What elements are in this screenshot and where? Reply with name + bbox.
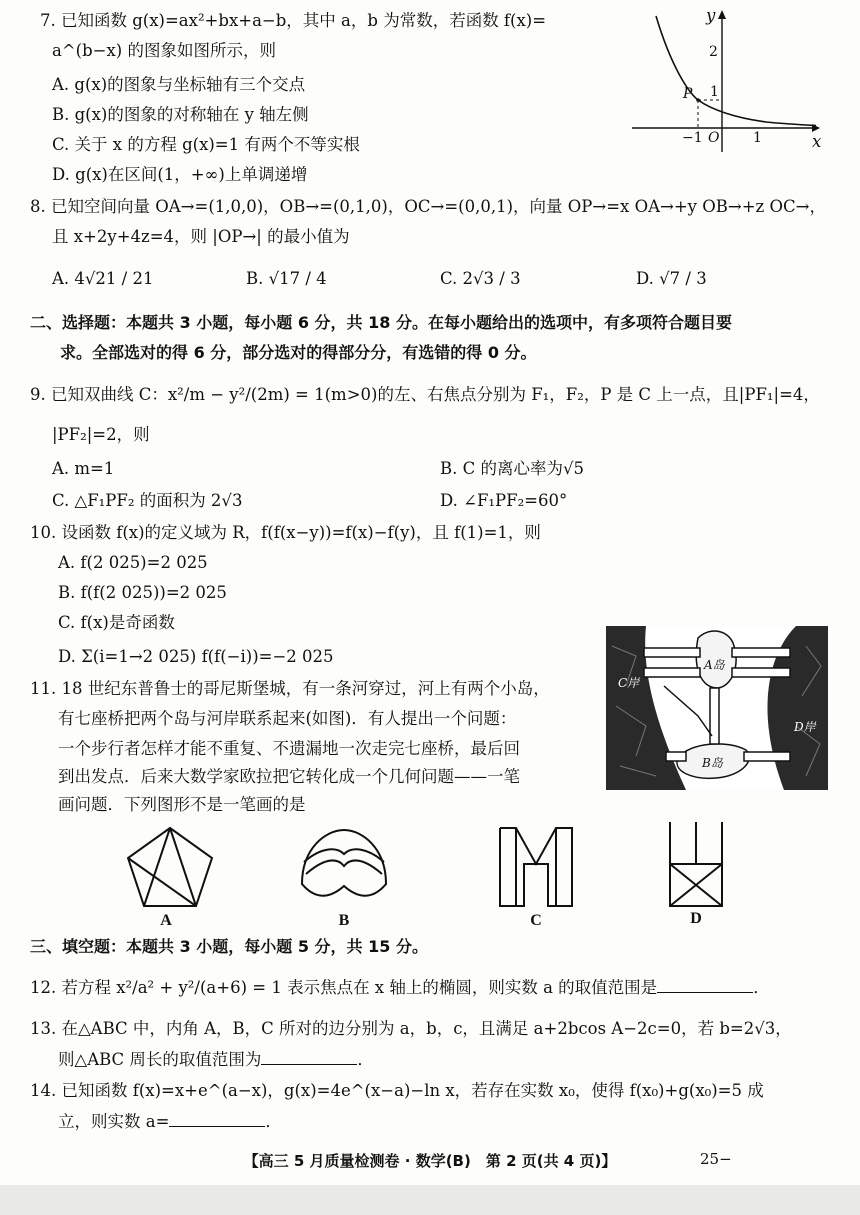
scan-bottom-margin xyxy=(0,1185,860,1215)
figure-a-pentagon xyxy=(120,824,220,910)
map-label-b: B岛 xyxy=(702,756,723,770)
map-label-a: A岛 xyxy=(704,658,725,672)
section2-heading-line2: 求。全部选对的得 6 分，部分选对的得部分分，有选错的得 0 分。 xyxy=(60,343,537,362)
q7-option-d: D. g(x)在区间(1，+∞)上单调递增 xyxy=(52,165,308,184)
graph-tick-y2: 2 xyxy=(709,44,718,60)
figure-d-label: D xyxy=(690,910,702,927)
q8-option-d: D. √7 / 3 xyxy=(636,269,707,288)
y-axis-arrow xyxy=(718,10,726,19)
graph-tick-xneg1: −1 xyxy=(682,130,703,146)
q12-end: ． xyxy=(753,978,770,997)
q7-stem-line2: a^(b−x) 的图象如图所示，则 xyxy=(52,41,276,60)
q10-option-a: A. f(2 025)=2 025 xyxy=(58,553,208,572)
graph-tick-y1: 1 xyxy=(710,84,719,100)
figure-b-arches xyxy=(296,824,392,910)
q12-answer-blank[interactable] xyxy=(657,976,753,993)
page-footer: 【高三 5 月质量检测卷 · 数学(B) 第 2 页(共 4 页)】 xyxy=(243,1152,617,1170)
q11-stem-line2: 有七座桥把两个岛与河岸联系起来(如图)．有人提出一个问题： xyxy=(58,709,517,728)
figure-d-cup xyxy=(664,818,728,910)
graph-x-label: x xyxy=(812,132,822,151)
q14-text: 立，则实数 a= xyxy=(58,1112,170,1131)
q10-option-b: B. f(f(2 025))=2 025 xyxy=(58,583,227,602)
page-code: 25− xyxy=(700,1150,732,1168)
q13-stem-line1: 13. 在△ABC 中，内角 A，B，C 所对的边分别为 a，b，c，且满足 a+2bcos A−2c=0，若 b=2√3， xyxy=(30,1019,792,1038)
q9-option-a: A. m=1 xyxy=(52,459,115,478)
q8-stem-line1: 8. 已知空间向量 OA→=(1,0,0)，OB→=(0,1,0)，OC→=(0,0,1)，向量 OP→=x OA→+y OB→+z OC→， xyxy=(30,197,826,216)
q14-stem-line2 xyxy=(58,1110,282,1133)
figure-b-label: B xyxy=(338,912,350,929)
q11-stem-line1: 11. 18 世纪东普鲁士的哥尼斯堡城，有一条河穿过，河上有两个小岛， xyxy=(30,679,550,698)
bridge-7 xyxy=(744,752,790,761)
q8-option-b: B. √17 / 4 xyxy=(246,269,327,288)
q7-stem-line1: 7. 已知函数 g(x)=ax²+bx+a−b，其中 a，b 为常数，若函数 f(x)= xyxy=(40,11,547,30)
q13-answer-blank[interactable] xyxy=(261,1048,357,1065)
konigsberg-bridges-figure xyxy=(606,626,828,790)
graph-point-p-label: P xyxy=(683,86,693,102)
map-label-d: D岸 xyxy=(794,720,816,734)
exponential-curve xyxy=(656,16,816,126)
q9-stem-line1: 9. 已知双曲线 C：x²/m − y²/(2m) = 1(m>0)的左、右焦点分别为 F₁，F₂，P 是 C 上一点，且|PF₁|=4， xyxy=(30,385,820,404)
q11-stem-line4: 到出发点．后来大数学家欧拉把它转化成一个几何问题——一笔 xyxy=(58,767,520,786)
graph-tick-x1: 1 xyxy=(753,130,762,146)
bridge-3 xyxy=(732,648,790,657)
bridge-1 xyxy=(644,648,700,657)
q13-stem-line2 xyxy=(58,1048,374,1071)
section2-heading-line1: 二、选择题：本题共 3 小题，每小题 6 分，共 18 分。在每小题给出的选项中，有多项符合题目要 xyxy=(30,313,732,332)
graph-y-label: y xyxy=(706,6,716,25)
figure-a-label: A xyxy=(160,912,172,929)
q9-option-c: C. △F₁PF₂ 的面积为 2√3 xyxy=(52,491,243,510)
bridge-6 xyxy=(666,752,686,761)
q12-text: 12. 若方程 x²/a² + y²/(a+6) = 1 表示焦点在 x 轴上的椭圆，则实数 a 的取值范围是 xyxy=(30,978,658,997)
figure-c-letter-m xyxy=(494,824,578,910)
figure-c-label: C xyxy=(530,912,542,929)
point-p xyxy=(696,98,700,102)
q13-end: ． xyxy=(357,1050,374,1069)
q9-stem-line2: |PF₂|=2，则 xyxy=(52,425,150,444)
map-label-c: C岸 xyxy=(618,676,640,690)
q8-option-c: C. 2√3 / 3 xyxy=(440,269,521,288)
bridge-2 xyxy=(644,668,700,677)
bridge-4 xyxy=(732,668,790,677)
q9-option-b: B. C 的离心率为√5 xyxy=(440,459,584,478)
graph-origin-label: O xyxy=(708,130,720,146)
q10-stem: 10. 设函数 f(x)的定义域为 R，f(f(x−y))=f(x)−f(y)，且 f(1)=1，则 xyxy=(30,523,541,542)
q7-option-c: C. 关于 x 的方程 g(x)=1 有两个不等实根 xyxy=(52,135,360,154)
q14-end: ． xyxy=(265,1112,282,1131)
q11-stem-line5: 画问题．下列图形不是一笔画的是 xyxy=(58,795,306,814)
q7-option-b: B. g(x)的图象的对称轴在 y 轴左侧 xyxy=(52,105,309,124)
q10-option-c: C. f(x)是奇函数 xyxy=(58,613,175,632)
q8-option-a: A. 4√21 / 21 xyxy=(52,269,154,288)
q7-option-a: A. g(x)的图象与坐标轴有三个交点 xyxy=(52,75,306,94)
section3-heading: 三、填空题：本题共 3 小题，每小题 5 分，共 15 分。 xyxy=(30,937,428,956)
q10-option-d: D. Σ(i=1→2 025) f(f(−i))=−2 025 xyxy=(58,647,334,666)
q8-stem-line2: 且 x+2y+4z=4，则 |OP→| 的最小值为 xyxy=(52,227,350,246)
q7-function-graph xyxy=(626,6,826,156)
q12-stem xyxy=(30,976,770,999)
q13-text: 则△ABC 周长的取值范围为 xyxy=(58,1050,262,1069)
q14-answer-blank[interactable] xyxy=(169,1110,265,1127)
q11-stem-line3: 一个步行者怎样才能不重复、不遗漏地一次走完七座桥，最后回 xyxy=(58,739,520,758)
q9-option-d: D. ∠F₁PF₂=60° xyxy=(440,491,568,510)
q14-stem-line1: 14. 已知函数 f(x)=x+e^(a−x)，g(x)=4e^(x−a)−ln x，若存在实数 x₀，使得 f(x₀)+g(x₀)=5 成 xyxy=(30,1081,764,1100)
